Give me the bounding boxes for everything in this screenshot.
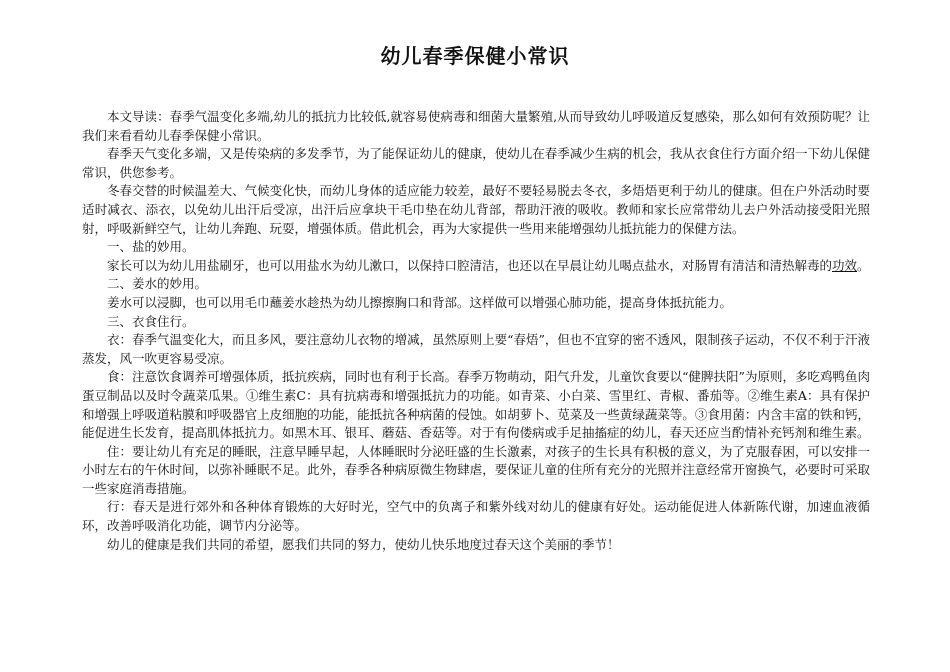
heading-salt: 一、盐的妙用。 — [107, 239, 195, 255]
paragraph-ginger: 姜水可以浸脚，也可以用毛巾蘸姜水趁热为幼儿擦擦胸口和背部。这样做可以增强心肺功能，提高身体抵抗能力。 — [107, 294, 733, 310]
paragraph-season-change: 冬春交替的时候温差大、气候变化快，而幼儿身体的适应能力较差，最好不要轻易脱去冬衣，多焐焐更利于幼儿的健康。但在户外活动时要适时减衣、添衣，以免幼儿出汗后受凉，出汗后应拿块干毛巾垫在幼儿背部，帮助汗液的吸收。教师和家长应常带幼儿去户外活动接受阳光照射，呼吸新鲜空气，让幼儿奔跑、玩耍，增强体质。借此机会，再为大家提供一些用来能增强幼儿抵抗能力的保健方法。 — [82, 183, 870, 236]
paragraph-food: 食：注意饮食调养可增强体质，抵抗疾病，同时也有利于长高。春季万物萌动，阳气升发，儿童饮食要以“健脾扶阳”为原则，多吃鸡鸭鱼肉蛋豆制品以及时令蔬菜瓜果。①维生素C：具有抗病毒和增强抵抗力的功能。如青菜、小白菜、雪里红、青椒、番茄等。②维生素A：具有保护和增强上呼吸道粘膜和呼吸器官上皮细胞的功能，能抵抗各种病菌的侵蚀。如胡萝卜、苋菜及一些黄绿蔬菜等。③食用菌：内含丰富的铁和钙，能促进生长发育，提高肌体抵抗力。如黑木耳、银耳、蘑菇、香菇等。对于有佝偻病或手足抽搐症的幼儿，春天还应当酌情补充钙剂和维生素。 — [82, 369, 870, 441]
page-title: 幼儿春季保健小常识 — [380, 44, 570, 68]
paragraph-salt-text: 家长可以为幼儿用盐刷牙，也可以用盐水为幼儿漱口，以保持口腔清洁，也还以在早晨让幼儿喝点盐水，对肠胃有清洁和清热解毒的 — [107, 257, 833, 273]
paragraph-salt-end: 。 — [857, 257, 870, 273]
paragraph-salt — [82, 257, 870, 276]
paragraph-clothing: 衣：春季气温变化大，而且多风，要注意幼儿衣物的增减，虽然原则上要“春焐”，但也不宜穿的密不透风，限制孩子运动，不仅不利于汗液蒸发，风一吹更容易受凉。 — [82, 332, 870, 366]
underlined-term: 功效 — [832, 257, 858, 273]
paragraph-housing: 住：要让幼儿有充足的睡眠，注意早睡早起，人体睡眠时分泌旺盛的生长激素，对孩子的生长具有积极的意义，为了克服春困，可以安排一小时左右的午休时间，以弥补睡眠不足。此外，春季各种病原微生物肆虐，要保证儿童的住所有充分的光照并注意经常开窗换气，必要时可采取一些家庭消毒措施。 — [82, 443, 870, 496]
heading-ginger: 二、姜水的妙用。 — [107, 276, 208, 292]
paragraph-activity: 行：春天是进行郊外和各种体育锻炼的大好时光，空气中的负离子和紫外线对幼儿的健康有好处。运动能促进人体新陈代谢，加速血液循环，改善呼吸消化功能，调节内分泌等。 — [82, 499, 870, 534]
intro-paragraph: 本文导读：春季气温变化多端,幼儿的抵抗力比较低,就容易使病毒和细菌大量繁殖,从而导致幼儿呼吸道反复感染，那么如何有效预防呢？让我们来看看幼儿春季保健小常识。 — [82, 109, 870, 143]
heading-daily-life: 三、衣食住行。 — [107, 313, 195, 329]
paragraph-overview: 春季天气变化多端，又是传染病的多发季节，为了能保证幼儿的健康，使幼儿在春季减少生病的机会，我从衣食住行方面介绍一下幼儿保健常识，供您参考。 — [82, 146, 870, 180]
paragraph-closing: 幼儿的健康是我们共同的希望，愿我们共同的努力，使幼儿快乐地度过春天这个美丽的季节！ — [107, 536, 620, 552]
article-body — [82, 108, 870, 554]
